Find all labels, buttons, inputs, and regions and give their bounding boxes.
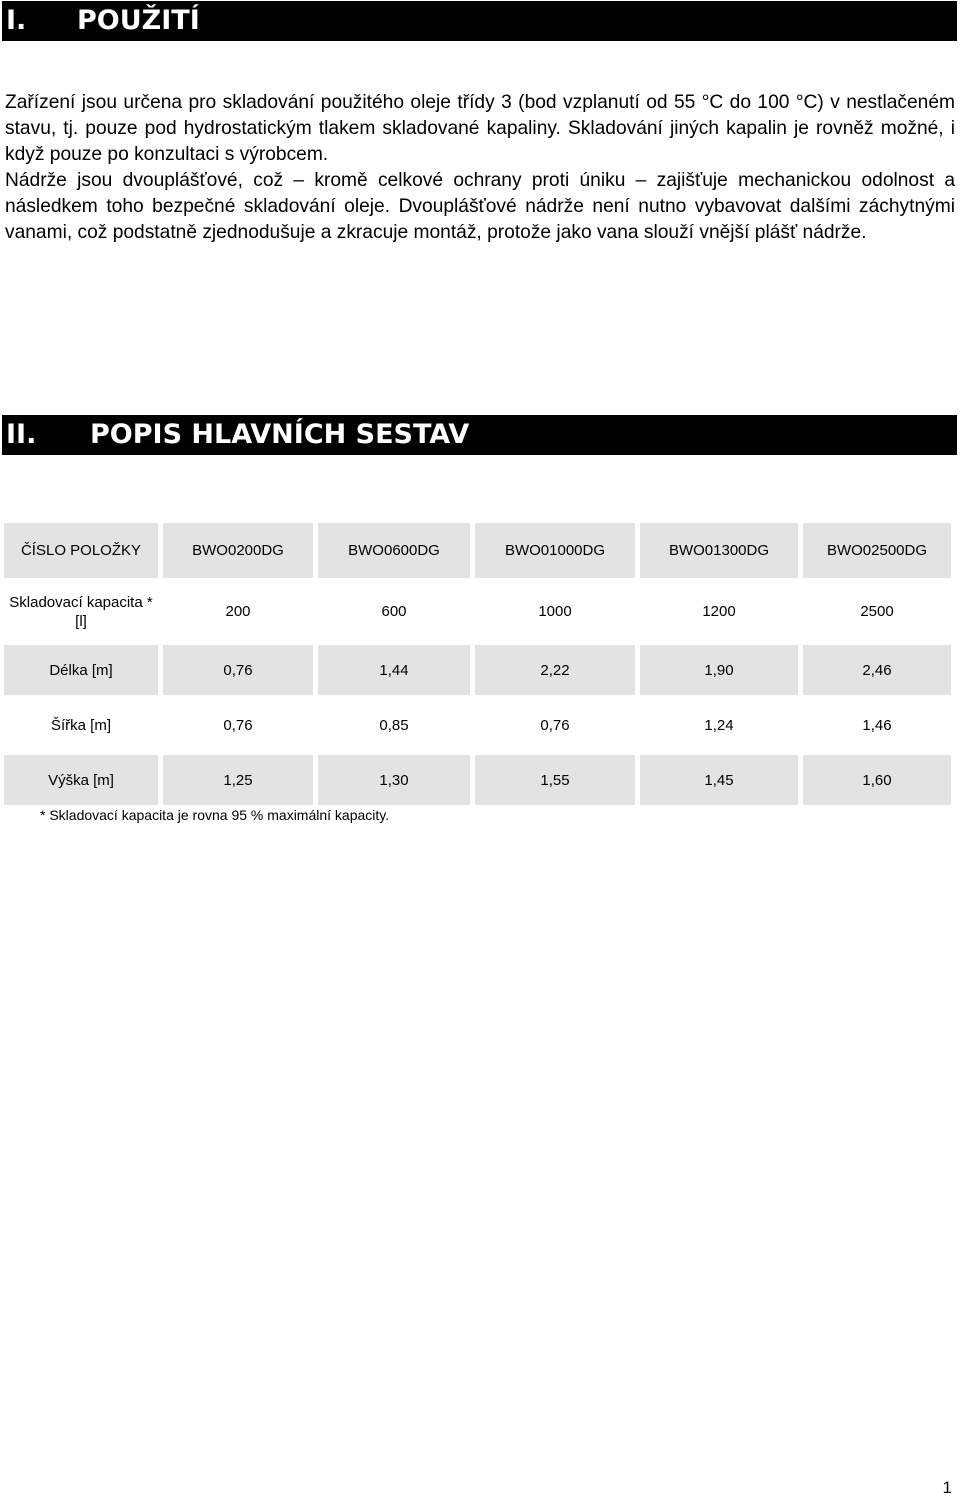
specs-table	[4, 523, 951, 805]
table-header-cell: BWO0200DG	[163, 523, 313, 578]
table-row-label: Délka [m]	[4, 645, 158, 695]
table-cell: 2,22	[475, 645, 635, 695]
table-cell: 600	[318, 583, 470, 640]
section-heading-pouziti	[2, 1, 957, 41]
table-cell: 1,24	[640, 700, 798, 750]
table-cell: 1,90	[640, 645, 798, 695]
table-cell: 1,60	[803, 755, 951, 805]
table-cell: 0,76	[163, 645, 313, 695]
paragraph-usage: Zařízení jsou určena pro skladování použitého oleje třídy 3 (bod vzplanutí od 55 °C do 100 °C) v nestlačeném stavu, tj. pouze pod hydrostatickým tlakem skladované kapaliny. Skladování jiných kapalin je rovněž možné, i když pouze po konzultaci s výrobcem.	[5, 92, 955, 165]
table-cell: 0,76	[475, 700, 635, 750]
table-cell: 0,85	[318, 700, 470, 750]
table-cell: 1,55	[475, 755, 635, 805]
table-header-cell: BWO01300DG	[640, 523, 798, 578]
page-number: 1	[942, 1478, 952, 1497]
table-row-label: Výška [m]	[4, 755, 158, 805]
table-cell: 2500	[803, 583, 951, 640]
table-header-cell: BWO01000DG	[475, 523, 635, 578]
table-cell: 1,44	[318, 645, 470, 695]
table-cell: 0,76	[163, 700, 313, 750]
table-cell: 1200	[640, 583, 798, 640]
table-cell: 1,46	[803, 700, 951, 750]
paragraph-double-wall: Nádrže jsou dvouplášťové, což – kromě celkové ochrany proti úniku – zajišťuje mechanickou odolnost a následkem toho bezpečné skladování oleje. Dvouplášťové nádrže není nutno vybavovat dalšími záchytnými vanami, což podstatně zjednodušuje a zkracuje montáž, protože jako vana slouží vnější plášť nádrže.	[5, 170, 955, 243]
table-header-cell: ČÍSLO POLOŽKY	[4, 523, 158, 578]
section-number: I.	[6, 5, 27, 36]
table-cell: 1000	[475, 583, 635, 640]
section-heading-popis	[2, 415, 957, 455]
table-cell: 1,45	[640, 755, 798, 805]
section-title: POUŽITÍ	[77, 5, 200, 36]
table-footnote: * Skladovací kapacita je rovna 95 % maximální kapacity.	[40, 807, 390, 823]
table-cell: 1,30	[318, 755, 470, 805]
table-header-cell: BWO0600DG	[318, 523, 470, 578]
table-row-label: Skladovací kapacita *[l]	[4, 583, 158, 640]
table-cell: 200	[163, 583, 313, 640]
table-cell: 2,46	[803, 645, 951, 695]
table-row-label: Šířka [m]	[4, 700, 158, 750]
section-title: POPIS HLAVNÍCH SESTAV	[90, 419, 470, 450]
table-cell: 1,25	[163, 755, 313, 805]
table-header-cell: BWO02500DG	[803, 523, 951, 578]
section-number: II.	[6, 419, 37, 450]
